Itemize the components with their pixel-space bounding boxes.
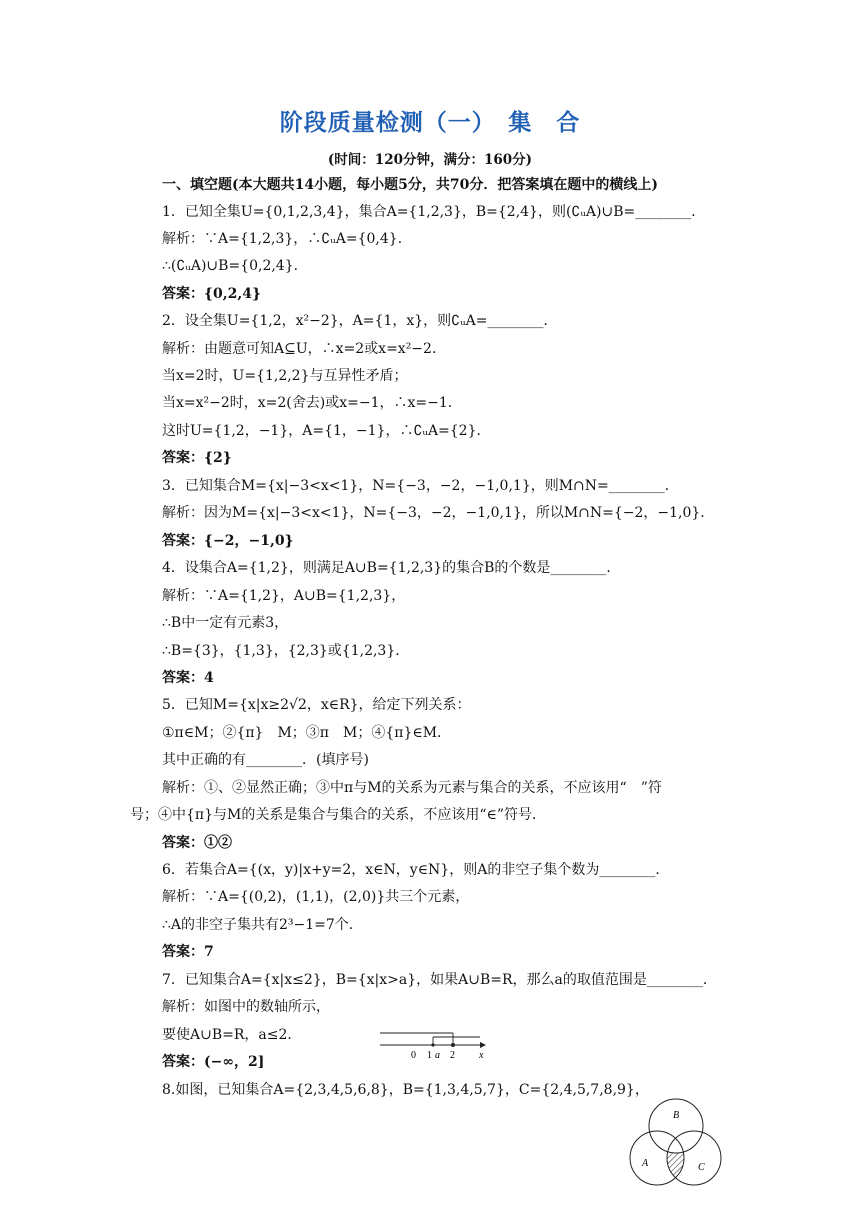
axis-label: x: [479, 1050, 484, 1061]
page-title: 阶段质量检测（一） 集 合: [279, 110, 581, 135]
answer-line: 答案：{2}: [162, 450, 232, 466]
solution-line: ∴(∁ᵤA)∪B={0,2,4}．: [162, 258, 308, 274]
question-3: 3．已知集合M={x|−3<x<1}，N={−3，−2，−1,0,1}，则M∩N=________．: [162, 478, 679, 494]
solution-line: ∴B中一定有元素3，: [162, 615, 289, 631]
solution-line: 这时U={1,2，−1}，A={1，−1}，∴∁ᵤA={2}．: [162, 423, 491, 439]
answer-line: 答案：7: [162, 944, 214, 960]
solution-line: 解析：如图中的数轴所示，: [162, 999, 330, 1015]
solution-line: ∴A的非空子集共有2³−1=7个．: [162, 917, 363, 933]
venn-label-c: C: [698, 1162, 705, 1173]
question-7: 7．已知集合A={x|x≤2}，B={x|x>a}，如果A∪B=R，那么a的取值范围是________．: [162, 972, 717, 988]
tick-label: 2: [450, 1050, 455, 1061]
number-line-figure: [375, 1022, 495, 1062]
venn-label-b: B: [673, 1110, 680, 1121]
question-4: 4．设集合A={1,2}，则满足A∪B={1,2,3}的集合B的个数是________．: [162, 560, 621, 576]
section-heading: 一、填空题(本大题共14小题，每小题5分，共70分．把答案填在题中的横线上): [162, 177, 658, 193]
venn-label-a: A: [642, 1158, 649, 1169]
question-5: 5．已知M={x|x≥2√2，x∈R}，给定下列关系：: [162, 697, 471, 713]
solution-line: 解析：由题意可知A⊆U，∴x=2或x=x²−2．: [162, 341, 446, 357]
solution-line: 解析：∵A={(0,2)，(1,1)，(2,0)}共三个元素，: [162, 889, 470, 905]
answer-line: 答案：{−2，−1,0}: [162, 533, 294, 549]
solution-line: ∴B={3}，{1,3}，{2,3}或{1,2,3}．: [162, 643, 410, 659]
solution-line: 要使A∪B=R，a≤2．: [162, 1027, 302, 1043]
solution-line: 解析：因为M={x|−3<x<1}，N={−3，−2，−1,0,1}，所以M∩N={−2，−1,0}．: [162, 505, 715, 521]
solution-line: 解析：∵A={1,2,3}，∴∁ᵤA={0,4}．: [162, 231, 412, 247]
tick-label: 1: [427, 1050, 432, 1061]
answer-line: 答案：(−∞，2]: [162, 1054, 265, 1070]
solution-line: 解析：∵A={1,2}，A∪B={1,2,3}，: [162, 588, 406, 604]
question-8: 8.如图，已知集合A={2,3,4,5,6,8}，B={1,3,4,5,7}，C={2,4,5,7,8,9}，: [162, 1082, 649, 1098]
answer-line: 答案：{0,2,4}: [162, 286, 261, 302]
question-5-prompt: 其中正确的有________．(填序号): [162, 752, 369, 768]
tick-label: a: [435, 1050, 440, 1061]
solution-line: 号；④中{π}与M的关系是集合与集合的关系，不应该用“∈”符号．: [130, 807, 547, 823]
solution-line: 当x=2时，U={1,2,2}与互异性矛盾；: [162, 368, 408, 384]
question-6: 6．若集合A={(x，y)|x+y=2，x∈N，y∈N}，则A的非空子集个数为________．: [162, 862, 670, 878]
question-1: 1．已知全集U={0,1,2,3,4}，集合A={1,2,3}，B={2,4}，则(∁ᵤA)∪B=________．: [162, 204, 706, 220]
solution-line: 解析：①、②显然正确；③中π与M的关系为元素与集合的关系，不应该用“ ”符: [162, 780, 662, 796]
answer-line: 答案：4: [162, 670, 214, 686]
question-2: 2．设全集U={1,2，x²−2}，A={1，x}，则∁ᵤA=________．: [162, 313, 558, 329]
tick-label: 0: [411, 1050, 416, 1061]
question-5-options: ①π∈M；②{π} M；③π M；④{π}∈M．: [162, 725, 452, 741]
exam-info: (时间：120分钟，满分：160分): [327, 152, 533, 168]
solution-line: 当x=x²−2时，x=2(舍去)或x=−1，∴x=−1．: [162, 395, 462, 411]
answer-line: 答案：①②: [162, 835, 232, 851]
venn-diagram: [624, 1094, 728, 1188]
